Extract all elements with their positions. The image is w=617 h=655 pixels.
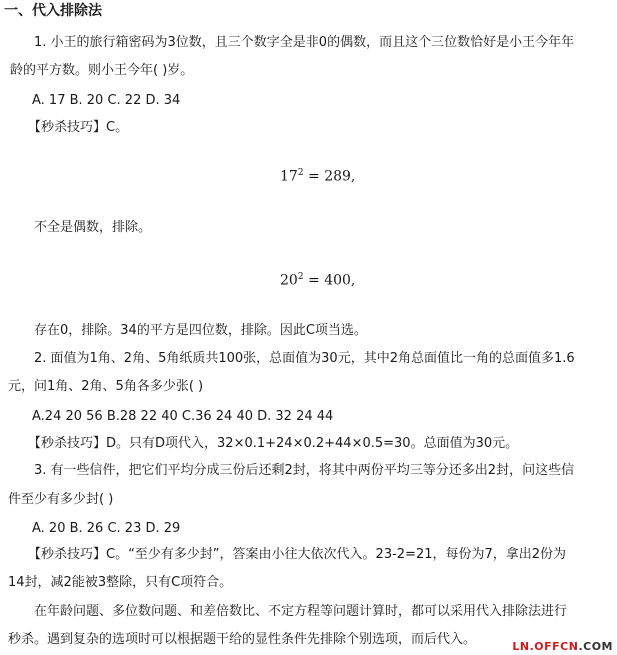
q1-options: A. 17 B. 20 C. 22 D. 34: [32, 93, 181, 108]
watermark-part1: LN.: [512, 640, 535, 653]
watermark-part2: OFFCN: [534, 640, 579, 653]
q1-text-line2: 龄的平方数。则小王今年( )岁。: [10, 63, 194, 78]
q1-tip: 【秒杀技巧】C。: [28, 120, 129, 135]
watermark-logo: [512, 640, 613, 653]
q1-formula-1-base: 17: [280, 168, 298, 185]
q1-formula-1-rest: = 289,: [303, 168, 356, 185]
summary-line1: 在年龄问题、多位数问题、和差倍数比、不定方程等问题计算时，都可以采用代入排除法进行: [34, 604, 568, 619]
q1-formula-2-rest: = 400,: [303, 272, 356, 289]
q1-formula-1: [280, 168, 355, 185]
q3-tip-line1: 【秒杀技巧】C。“至少有多少封”，答案由小往大依次代入。23-2=21，每份为7，拿出2份为: [28, 547, 567, 562]
section-heading: 一、代入排除法: [4, 3, 102, 19]
q3-text-line1: 3. 有一些信件，把它们平均分成三份后还剩2封，将其中两份平均三等分还多出2封，问这些信: [34, 463, 575, 478]
q1-after-formula-1: 不全是偶数，排除。: [34, 220, 152, 235]
q1-text-line1: 1. 小王的旅行箱密码为3位数，且三个数字全是非0的偶数，而且这个三位数恰好是小王今年年: [34, 35, 575, 50]
q3-text-line2: 件至少有多少封( ): [8, 492, 114, 507]
q3-options: A. 20 B. 26 C. 23 D. 29: [32, 521, 181, 536]
q1-conclusion: 存在0，排除。34的平方是四位数，排除。因此C项当选。: [34, 323, 367, 338]
q1-formula-2: [280, 272, 355, 289]
watermark-part3: .COM: [578, 640, 613, 653]
q2-tip: 【秒杀技巧】D。只有D项代入，32×0.1+24×0.2+44×0.5=30。总面值为30元。: [28, 436, 519, 451]
q1-formula-2-exponent: 2: [297, 272, 304, 282]
q2-text-line2: 元，问1角、2角、5角各多少张( ): [8, 379, 204, 394]
q3-tip-line2: 14封，减2能被3整除，只有C项符合。: [8, 575, 233, 590]
q2-options: A.24 20 56 B.28 22 40 C.36 24 40 D. 32 24 44: [32, 409, 334, 424]
q1-formula-1-exponent: 2: [297, 168, 304, 178]
q1-formula-2-base: 20: [280, 272, 298, 289]
summary-line2: 秒杀。遇到复杂的选项时可以根据题干给的显性条件先排除个别选项，而后代入。: [8, 632, 477, 647]
q2-text-line1: 2. 面值为1角、2角、5角纸质共100张，总面值为30元，其中2角总面值比一角的总面值多1.6: [34, 351, 575, 366]
